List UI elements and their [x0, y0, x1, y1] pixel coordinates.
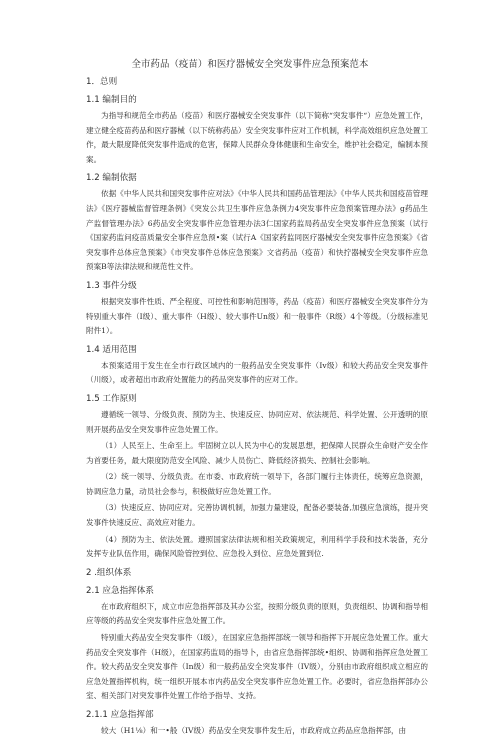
paragraph-headquarters: 较大（H1⅛）和一•般（IV级）药品安全突发事件发生后，市政府成立药品应急指挥部，由 [101, 726, 407, 735]
section-heading-organization: 2 .组织体系 [86, 567, 132, 578]
document-body [86, 73, 428, 741]
section-heading-principles: 1.5 工作原则 [86, 393, 137, 404]
paragraph-principle-3: （3）快速反应、协同应对。完善协调机制，加强力量建设，配备必要装备,加强应急演练，提升突发事件快速反应、高效应对能力。 [86, 503, 428, 528]
paragraph-principle-2: （2）统一领导、分级负责。在市委、市政府统一领导下，各部门履行主体责任，统筹应急资源，协调应急力量，动员社会参与，积极做好应急处置工作。 [86, 472, 428, 496]
paragraph-purpose: 为指导和规范全市药品（疫苗）和医疗器械安全突发事件（以下简称“突发事件“）应急处置工作，建立健全疫苗药品和医疗器械（以下统称药品）安全突发事件应对工作机制，科学高效组织应急处置工作，最大限度降低突发事件造成的危害，保障人民群众身体健康和生命安全，维护社会稳定，编制本预案。 [86, 111, 428, 164]
section-heading-basis: 1.2 编制依据 [86, 173, 137, 184]
paragraph-command-levels: 特别重大药品安全突发事件（I级），在国家应急指挥部统一领导和指挥下开展应急处置工作。重大药品安全突发事件（H级），在国家药监局的指导卜，由省应急指挥部统•组织、协调和指挥应急处置工作。较大药品安全突发事件（In级）和一般药品安全突发事件（IV级），分别由市政府组织成立相应的应急处置指挥机构，统一组织开展本市内药品安全突发事件应急处置工作。必要时，省应急指挥部办公室、相关部门对突发事件处置工作给予指导、支持。 [86, 633, 428, 701]
section-heading-headquarters: 2.1.1 应急指挥部 [86, 710, 154, 720]
section-heading-scope: 1.4 适用范围 [86, 344, 137, 355]
paragraph-principle-1: （1）人民至上、生命至上。牢固树立以人民为中心的发展思想，把保障人民群众生命财产安全作为首要任务，最大限度防范安全风险、减少人员伤亡、降低经济损失、控制社会影响。 [86, 441, 428, 465]
section-heading-purpose: 1.1 编制目的 [86, 95, 137, 105]
paragraph-grading: 根据突发事件性质、严全程度、可控性和影响范围等，药品（疫苗）和医疗器械安全突发事件分为特别重大事件（I级）、重大事件（H级）、较大事件Un级）和一般事件（R级）4个等级。（分级标准见附件1）。 [86, 296, 428, 336]
paragraph-principles: 遵循统一领导、分级负责、预防为主、快速反应、协同应对、依法规范、科学处置、公开透明的原则开展药品安全突发事件应急处置工作。 [86, 409, 428, 434]
paragraph-command-system: 在市政府组织下，成立市应急指挥部及其办公室，按照分级负责的原则，负责组织、协调和指导相应等级的药品安全突发事件应急处置工作。 [86, 601, 428, 626]
section-heading-general: 1．总则 [86, 77, 118, 87]
paragraph-scope: 本预案适用于发生在全市行政区域内的一般药品安全突发事件（Iv级）和较大药品安全突发事件（川级），或者超出市政府处置能力的药品突发事件的应对工作。 [86, 360, 428, 385]
section-heading-command-system: 2.1 应急指挥体系 [86, 585, 154, 596]
paragraph-principle-4: （4）预防为主、依法处置。遵照国家法律法规和相关政策规定，利用科学手段和技术装备，充分发挥专业队伍作用，确保风险管控到位、应急投入到位、应急处置到位. [86, 534, 428, 559]
paragraph-basis: 依据《中华人民共和国突发事件应对法》《中华人民共和国药品管理法》《中华人民共和国疫苗管理法》《医疗器械监督管理条例》《突发公共卫生事件应急条例力4突发事件应急预案管理办法》g药品生产监督管理办法》6药品安全突发事件应急管理办法3仁国家药监局药品安全突发事件应急预案（试行《国家药监问疫苗质量安全事件应急预•案（试行A《国家药监同医疗器械安全突发事件应急预案》《省突发事件总体应急预案》《市突发事件总体应急预案》文省药品（疫苗）和快拧器械安全突发事件应急预案B等法律法规和规范性文件。 [86, 189, 428, 272]
document-title: 全市药品（疫苗）和医疗器械安全突发事件应急预案范本 [131, 59, 369, 70]
section-heading-grading: 1.3 事件分级 [86, 280, 137, 291]
